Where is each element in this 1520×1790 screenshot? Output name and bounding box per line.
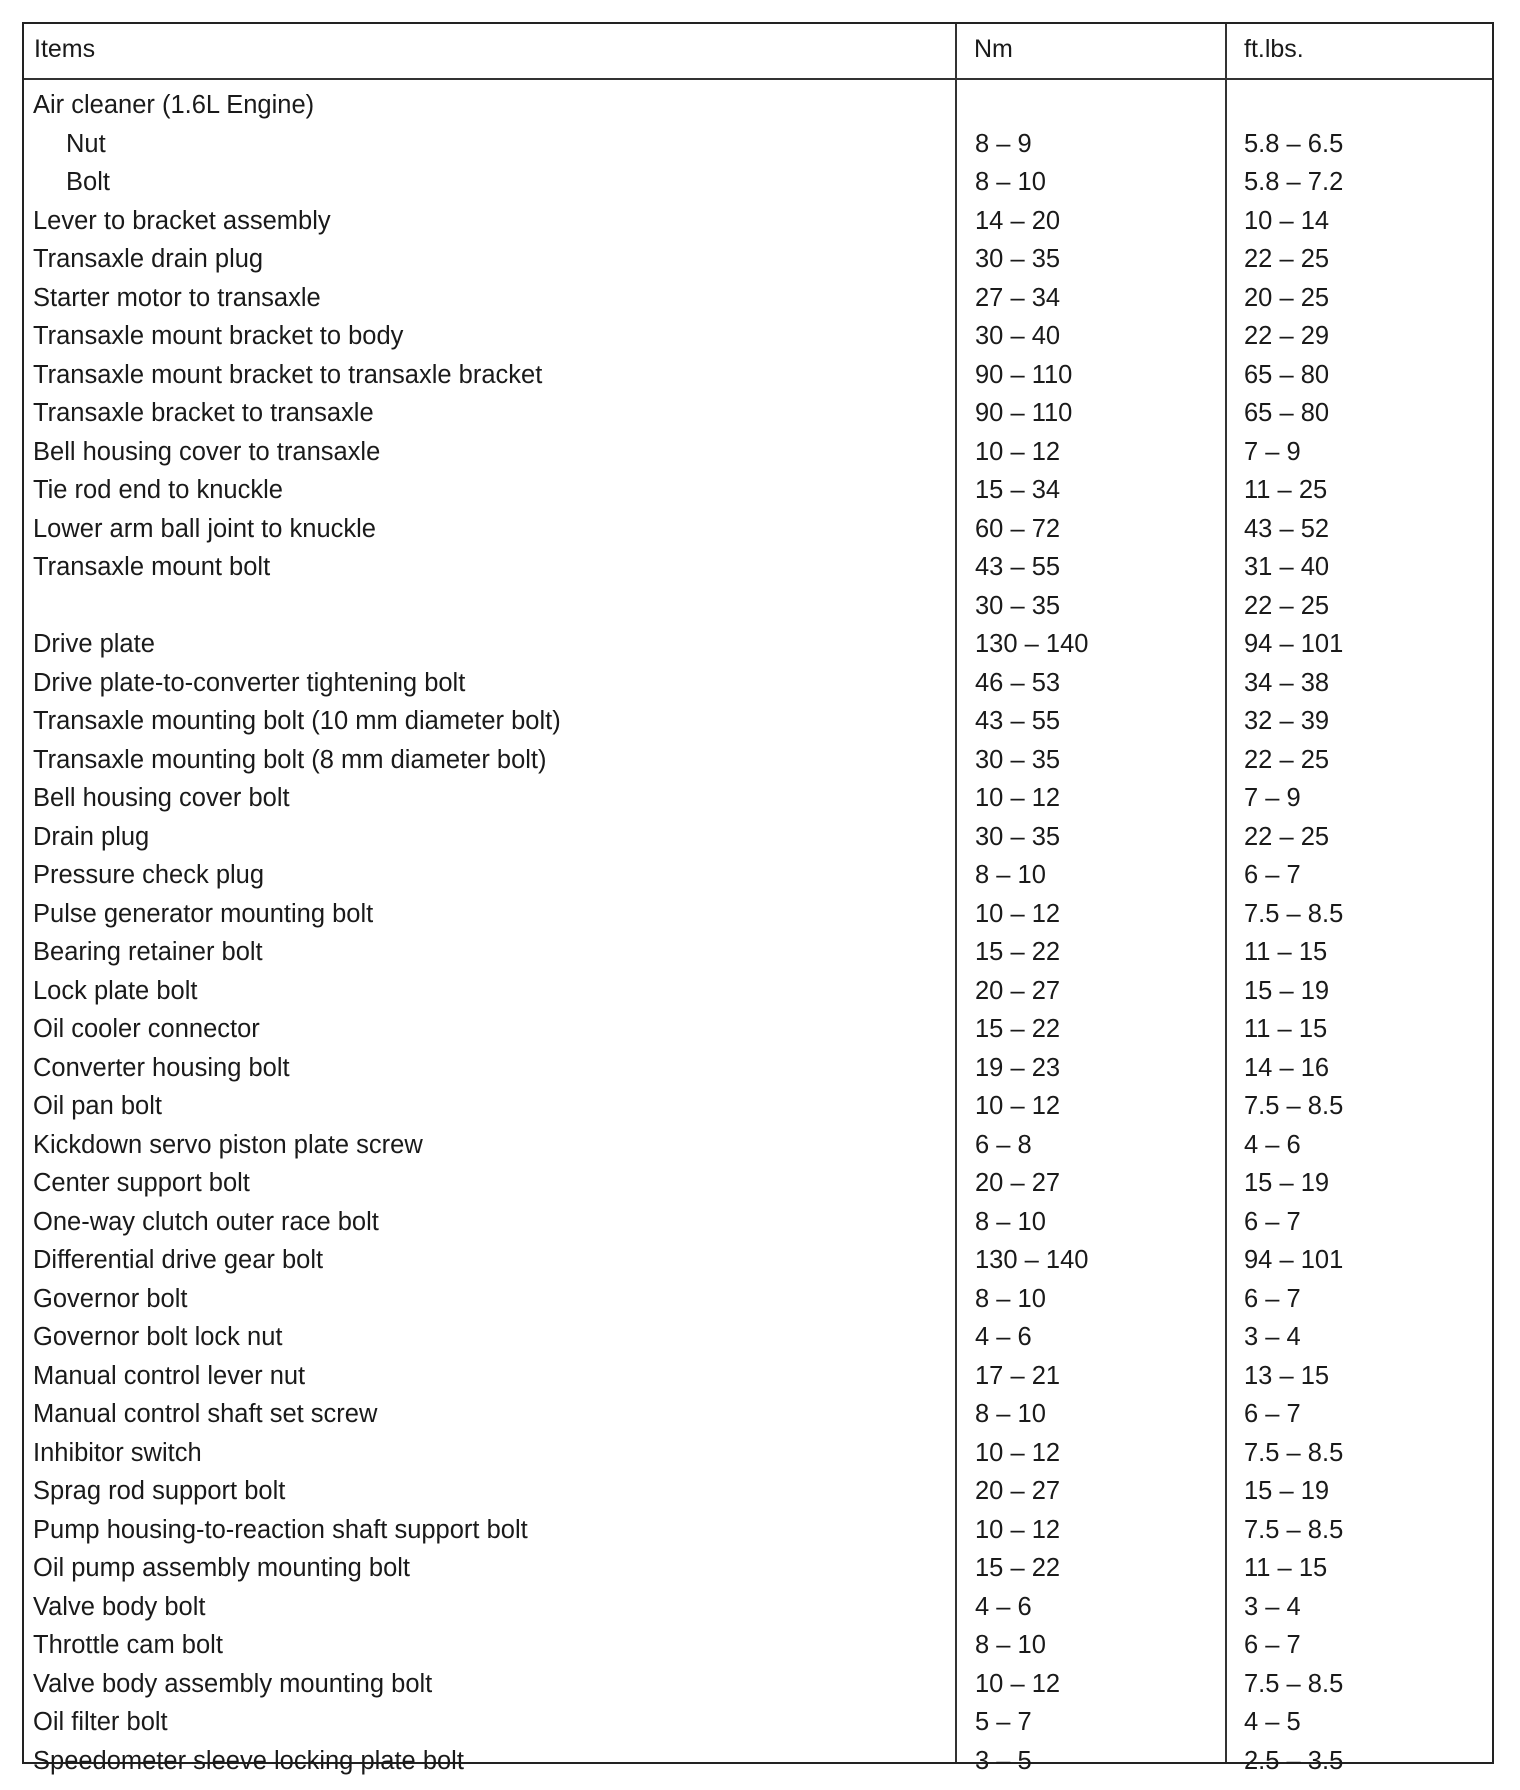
- item-cell: Valve body assembly mounting bolt: [33, 1669, 433, 1698]
- nm-cell: 14 – 20: [975, 206, 1061, 235]
- ftlbs-cell: 14 – 16: [1244, 1053, 1330, 1082]
- ftlbs-cell: 4 – 5: [1244, 1708, 1301, 1736]
- table-row: [24, 548, 1492, 587]
- item-cell: Transaxle mount bracket to transaxle bracket: [33, 360, 543, 389]
- item-cell: Inhibitor switch: [33, 1438, 202, 1467]
- table-row: [24, 433, 1492, 472]
- ftlbs-cell: 32 – 39: [1244, 707, 1330, 735]
- table-row: [24, 741, 1492, 780]
- table-row: [24, 1626, 1492, 1665]
- ftlbs-cell: 7.5 – 8.5: [1244, 1515, 1344, 1544]
- table-row: [24, 1010, 1492, 1049]
- table-row: [24, 1280, 1492, 1319]
- ftlbs-cell: 2.5 – 3.5: [1244, 1746, 1344, 1775]
- ftlbs-cell: 5.8 – 7.2: [1244, 168, 1344, 196]
- table-body: [24, 86, 1492, 1780]
- ftlbs-cell: 22 – 25: [1244, 591, 1330, 620]
- nm-cell: 30 – 35: [975, 245, 1061, 273]
- ftlbs-cell: 6 – 7: [1244, 1284, 1301, 1313]
- table-row: [24, 279, 1492, 318]
- ftlbs-cell: 7.5 – 8.5: [1244, 899, 1344, 928]
- nm-cell: 17 – 21: [975, 1361, 1061, 1390]
- table-row: [24, 818, 1492, 857]
- item-cell: One-way clutch outer race bolt: [33, 1207, 379, 1236]
- ftlbs-cell: 15 – 19: [1244, 1477, 1330, 1505]
- table-row: [24, 1087, 1492, 1126]
- ftlbs-cell: 10 – 14: [1244, 206, 1330, 235]
- ftlbs-cell: 3 – 4: [1244, 1323, 1301, 1351]
- header-nm: Nm: [974, 35, 1013, 63]
- table-row: [24, 1665, 1492, 1704]
- nm-cell: 90 – 110: [975, 360, 1073, 389]
- nm-cell: 15 – 34: [975, 476, 1061, 504]
- ftlbs-cell: 65 – 80: [1244, 360, 1330, 389]
- table-row: [24, 1472, 1492, 1511]
- table-row: [24, 933, 1492, 972]
- table-row: [24, 394, 1492, 433]
- item-cell: Valve body bolt: [33, 1592, 206, 1621]
- table-row: [24, 1703, 1492, 1742]
- nm-cell: 10 – 12: [975, 1438, 1061, 1467]
- nm-cell: 6 – 8: [975, 1130, 1032, 1159]
- ftlbs-cell: 7.5 – 8.5: [1244, 1438, 1344, 1467]
- ftlbs-cell: 7 – 9: [1244, 437, 1301, 466]
- ftlbs-cell: 15 – 19: [1244, 976, 1330, 1005]
- table-row: [24, 1511, 1492, 1550]
- torque-spec-table: [22, 22, 1494, 1775]
- item-cell: Manual control shaft set screw: [33, 1400, 378, 1428]
- table-row: [24, 1549, 1492, 1588]
- nm-cell: 60 – 72: [975, 514, 1061, 543]
- item-cell: Bearing retainer bolt: [33, 938, 263, 966]
- item-cell: Drive plate-to-converter tightening bolt: [33, 668, 466, 697]
- ftlbs-cell: 7.5 – 8.5: [1244, 1669, 1344, 1698]
- ftlbs-cell: 31 – 40: [1244, 553, 1330, 581]
- header-ftlbs: ft.lbs.: [1244, 35, 1304, 63]
- item-cell: Converter housing bolt: [33, 1053, 290, 1082]
- ftlbs-cell: 15 – 19: [1244, 1169, 1330, 1197]
- ftlbs-cell: 22 – 29: [1244, 322, 1330, 350]
- item-cell: Sprag rod support bolt: [33, 1477, 286, 1505]
- header-rule: [24, 78, 1492, 80]
- nm-cell: 8 – 10: [975, 1631, 1046, 1659]
- item-cell: Governor bolt: [33, 1284, 188, 1313]
- ftlbs-cell: 13 – 15: [1244, 1361, 1330, 1390]
- nm-cell: 15 – 22: [975, 938, 1061, 966]
- nm-cell: 3 – 5: [975, 1746, 1032, 1775]
- ftlbs-cell: 22 – 25: [1244, 245, 1330, 273]
- nm-cell: 20 – 27: [975, 1169, 1061, 1197]
- table-row: [24, 356, 1492, 395]
- item-cell: Transaxle bracket to transaxle: [33, 399, 374, 427]
- ftlbs-cell: 3 – 4: [1244, 1592, 1301, 1621]
- item-cell: Transaxle mount bolt: [33, 553, 271, 581]
- ftlbs-cell: 4 – 6: [1244, 1130, 1301, 1159]
- table-row: [24, 317, 1492, 356]
- item-cell: Differential drive gear bolt: [33, 1246, 324, 1274]
- ftlbs-cell: 22 – 25: [1244, 745, 1330, 774]
- nm-cell: 4 – 6: [975, 1323, 1032, 1351]
- item-cell: Transaxle drain plug: [33, 245, 264, 273]
- table-row: [24, 1203, 1492, 1242]
- nm-cell: 15 – 22: [975, 1015, 1061, 1043]
- table-row: [24, 625, 1492, 664]
- table-row: [24, 1049, 1492, 1088]
- nm-cell: 8 – 10: [975, 1400, 1046, 1428]
- nm-cell: 27 – 34: [975, 283, 1061, 312]
- nm-cell: 130 – 140: [975, 1246, 1089, 1274]
- ftlbs-cell: 7.5 – 8.5: [1244, 1092, 1344, 1120]
- item-cell: Governor bolt lock nut: [33, 1323, 283, 1351]
- item-cell: Oil cooler connector: [33, 1015, 260, 1043]
- nm-cell: 5 – 7: [975, 1708, 1032, 1736]
- table-row: [24, 1434, 1492, 1473]
- table-row: [24, 1126, 1492, 1165]
- nm-cell: 46 – 53: [975, 668, 1061, 697]
- table-row: [24, 1164, 1492, 1203]
- table-row: [24, 1395, 1492, 1434]
- table-row: [24, 895, 1492, 934]
- item-cell: Lower arm ball joint to knuckle: [33, 514, 376, 543]
- nm-cell: 8 – 10: [975, 1207, 1046, 1236]
- nm-cell: 10 – 12: [975, 784, 1061, 812]
- table-row: [24, 1742, 1492, 1781]
- item-cell: Transaxle mounting bolt (10 mm diameter bolt): [33, 707, 561, 735]
- item-cell: Kickdown servo piston plate screw: [33, 1130, 423, 1159]
- nm-cell: 8 – 10: [975, 168, 1046, 196]
- nm-cell: 20 – 27: [975, 1477, 1061, 1505]
- ftlbs-cell: 94 – 101: [1244, 1246, 1344, 1274]
- item-cell: Center support bolt: [33, 1169, 250, 1197]
- ftlbs-cell: 11 – 25: [1244, 476, 1328, 504]
- nm-cell: 130 – 140: [975, 630, 1089, 658]
- ftlbs-cell: 7 – 9: [1244, 784, 1301, 812]
- table-row: [24, 856, 1492, 895]
- item-cell: Tie rod end to knuckle: [33, 476, 283, 504]
- ftlbs-cell: 22 – 25: [1244, 822, 1330, 851]
- ftlbs-cell: 11 – 15: [1244, 1554, 1328, 1582]
- nm-cell: 20 – 27: [975, 976, 1061, 1005]
- header-items: Items: [34, 35, 96, 63]
- nm-cell: 10 – 12: [975, 1092, 1061, 1120]
- item-cell: Lock plate bolt: [33, 976, 198, 1005]
- item-cell: Speedometer sleeve locking plate bolt: [33, 1746, 464, 1775]
- table-row: [24, 510, 1492, 549]
- table-row: [24, 779, 1492, 818]
- ftlbs-cell: 11 – 15: [1244, 1015, 1328, 1043]
- item-cell: Nut: [66, 129, 106, 158]
- ftlbs-cell: 6 – 7: [1244, 861, 1301, 889]
- table-row: [24, 125, 1492, 164]
- item-cell: Air cleaner (1.6L Engine): [33, 91, 315, 119]
- table-row: [24, 202, 1492, 241]
- table-row: [24, 972, 1492, 1011]
- ftlbs-cell: 5.8 – 6.5: [1244, 129, 1344, 158]
- nm-cell: 30 – 35: [975, 822, 1061, 851]
- table-row: [24, 240, 1492, 279]
- item-cell: Manual control lever nut: [33, 1361, 306, 1390]
- item-cell: Oil filter bolt: [33, 1708, 168, 1736]
- ftlbs-cell: 94 – 101: [1244, 630, 1344, 658]
- table-row: [24, 471, 1492, 510]
- item-cell: Bolt: [66, 168, 110, 196]
- ftlbs-cell: 6 – 7: [1244, 1631, 1301, 1659]
- nm-cell: 15 – 22: [975, 1554, 1061, 1582]
- item-cell: Oil pan bolt: [33, 1092, 162, 1120]
- item-cell: Transaxle mount bracket to body: [33, 322, 404, 350]
- ftlbs-cell: 43 – 52: [1244, 514, 1330, 543]
- item-cell: Pump housing-to-reaction shaft support bolt: [33, 1515, 528, 1544]
- item-cell: Drain plug: [33, 822, 150, 851]
- nm-cell: 30 – 35: [975, 745, 1061, 774]
- nm-cell: 90 – 110: [975, 399, 1073, 427]
- ftlbs-cell: 34 – 38: [1244, 668, 1330, 697]
- ftlbs-cell: 11 – 15: [1244, 938, 1328, 966]
- item-cell: Pressure check plug: [33, 861, 265, 889]
- nm-cell: 10 – 12: [975, 1515, 1061, 1544]
- nm-cell: 10 – 12: [975, 1669, 1061, 1698]
- table-row: [24, 702, 1492, 741]
- item-cell: Throttle cam bolt: [33, 1631, 223, 1659]
- table-row: [24, 664, 1492, 703]
- nm-cell: 10 – 12: [975, 437, 1061, 466]
- item-cell: Transaxle mounting bolt (8 mm diameter bolt): [33, 745, 547, 774]
- table-row: [24, 86, 1492, 125]
- table-row: [24, 1318, 1492, 1357]
- nm-cell: 8 – 10: [975, 861, 1046, 889]
- nm-cell: 8 – 10: [975, 1284, 1046, 1313]
- nm-cell: 8 – 9: [975, 129, 1032, 158]
- nm-cell: 43 – 55: [975, 553, 1061, 581]
- table-row: [24, 1241, 1492, 1280]
- item-cell: Bell housing cover to transaxle: [33, 437, 381, 466]
- table-row: [24, 587, 1492, 626]
- item-cell: Bell housing cover bolt: [33, 784, 290, 812]
- item-cell: Oil pump assembly mounting bolt: [33, 1554, 411, 1582]
- ftlbs-cell: 6 – 7: [1244, 1207, 1301, 1236]
- nm-cell: 30 – 40: [975, 322, 1061, 350]
- nm-cell: 30 – 35: [975, 591, 1061, 620]
- item-cell: Lever to bracket assembly: [33, 206, 331, 235]
- ftlbs-cell: 6 – 7: [1244, 1400, 1301, 1428]
- nm-cell: 4 – 6: [975, 1592, 1032, 1621]
- table-row: [24, 1588, 1492, 1627]
- table-row: [24, 1357, 1492, 1396]
- item-cell: Starter motor to transaxle: [33, 283, 321, 312]
- nm-cell: 19 – 23: [975, 1053, 1061, 1082]
- item-cell: Pulse generator mounting bolt: [33, 899, 374, 928]
- nm-cell: 43 – 55: [975, 707, 1061, 735]
- ftlbs-cell: 65 – 80: [1244, 399, 1330, 427]
- nm-cell: 10 – 12: [975, 899, 1061, 928]
- table-row: [24, 163, 1492, 202]
- item-cell: Drive plate: [33, 630, 155, 658]
- ftlbs-cell: 20 – 25: [1244, 283, 1330, 312]
